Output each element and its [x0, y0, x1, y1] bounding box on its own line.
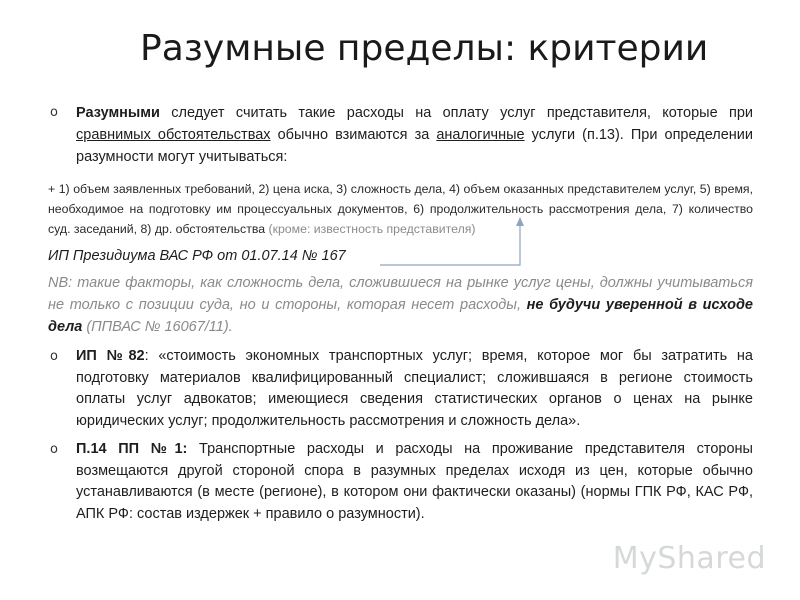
bullet-pp-1: o П.14 ПП №1: Транспортные расходы и расходы на проживание представителя стороны возмещаются другой стороной спора в разумных пределах исходя из цен, которые обычно устанавливаются (в месте (регионе), в котором они фактически оказаны) (нормы ГПК РФ, КАС РФ, АПК РФ: состав издержек + правило о разумности).: [50, 441, 753, 522]
term-reasonable: Разумными: [76, 105, 160, 121]
slide-title: Разумные пределы: критерии: [140, 28, 709, 69]
underlined-similar: аналогичные: [436, 127, 525, 143]
pp-1-label: П.14 ПП №1:: [76, 441, 188, 457]
bullet-marker: o: [50, 442, 58, 457]
bullet-marker: o: [50, 105, 58, 120]
nb-note: NB: такие факторы, как сложность дела, сложившиеся на рынке услуг цены, должны учитываться не только с позиции суда, но и стороны, которая несет расходы, не будучи уверенной в исходе дела (ППВАС № 16067/11).: [48, 275, 753, 335]
chart-bars-icon: [606, 541, 607, 575]
information-letter-reference: ИП Президиума ВАС РФ от 01.07.14 № 167: [48, 248, 346, 264]
bullet-ip-82: o ИП №82: «стоимость экономных транспортных услуг; время, которое мог бы затратить на подготовку материалов квалифицированный специалист; сложившаяся в регионе стоимость оплаты услуг адвокатов; имеющиеся сведения статистических органов о ценах на рынке юридических услуг; продолжительность рассмотрения и сложность дела».: [50, 348, 753, 429]
nb-emphasis: не будучи уверенной в исходе дела: [48, 297, 753, 335]
watermark-logo: [606, 536, 766, 580]
underlined-comparable-circumstances: сравнимых обстоятельствах: [76, 127, 271, 143]
criteria-list: + 1) объем заявленных требований, 2) цена иска, 3) сложность дела, 4) объем оказанных представителем услуг, 5) время, необходимое на подготовку им процессуальных документов, 6) продолжительность рассмотрения дела, 7) количество суд. заседаний, 8) др. обстоятельства (кроме: известность представителя): [48, 182, 753, 236]
criteria-exception: (кроме: известность представителя): [265, 222, 476, 236]
bullet-reasonable-definition: o Разумными следует считать такие расходы на оплату услуг представителя, которые при сравнимых обстоятельствах обычно взимаются за аналогичные услуги (п.13). При определении разумности могут учитываться:: [48, 102, 753, 168]
bullet-marker: o: [50, 349, 58, 364]
ip-82-label: ИП №82: [76, 348, 145, 364]
logo-text: MyShared: [612, 540, 766, 576]
